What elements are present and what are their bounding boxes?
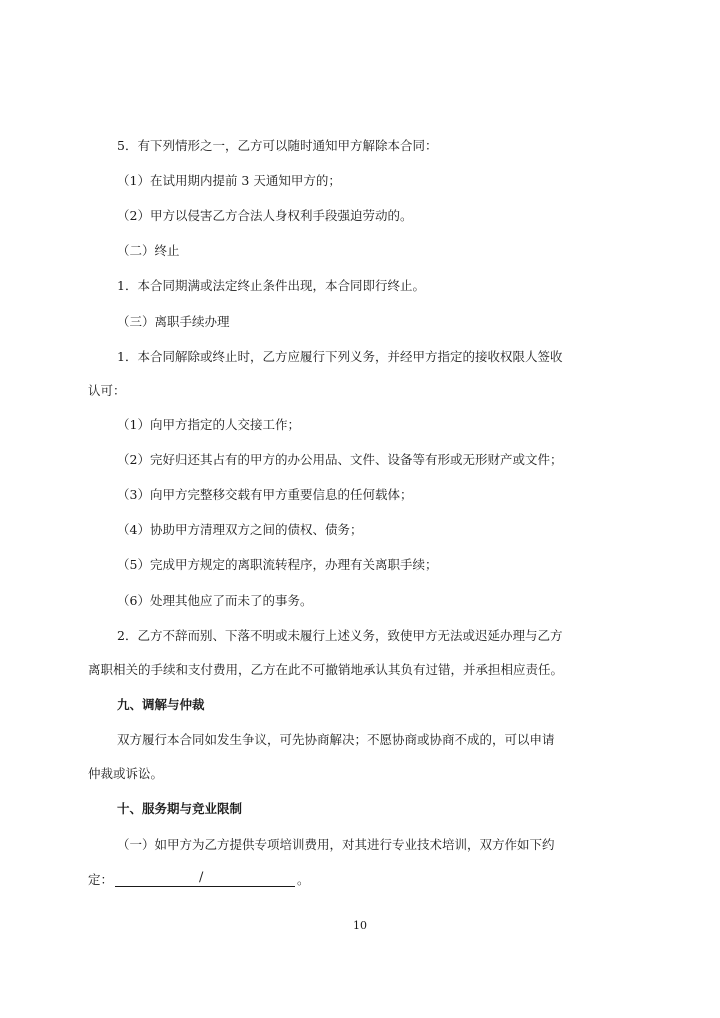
resignation-item-5: （5）完成甲方规定的离职流转程序，办理有关离职手续；	[117, 557, 438, 572]
section-10-clause-1-line-2	[88, 872, 310, 888]
section-10-heading: 十、服务期与竞业限制	[117, 801, 243, 816]
resignation-clause-2-line-2: 离职相关的手续和支付费用，乙方在此不可撤销地承认其负有过错，并承担相应责任。	[88, 662, 564, 677]
section-10-clause-1-line-1: （一）如甲方为乙方提供专项培训费用，对其进行专业技术培训，双方作如下约	[117, 837, 555, 852]
blank-slash: /	[199, 870, 204, 885]
resignation-item-1: （1）向甲方指定的人交接工作；	[117, 417, 300, 432]
resignation-item-3: （3）向甲方完整移交载有甲方重要信息的任何载体；	[117, 487, 413, 502]
resignation-clause-2-line-1: 2．乙方不辞而别、下落不明或未履行上述义务，致使甲方无法或迟延办理与乙方	[117, 628, 563, 643]
section-9-heading: 九、调解与仲裁	[117, 697, 205, 712]
agreement-suffix: 。	[297, 872, 310, 887]
resignation-clause-1-line-2: 认可：	[88, 383, 126, 398]
section-termination-heading: （二）终止	[117, 243, 180, 258]
section-9-text-line-2: 仲裁或诉讼。	[88, 766, 164, 781]
clause-5-item-2: （2）甲方以侵害乙方合法人身权利手段强迫劳动的。	[117, 208, 413, 223]
resignation-item-2: （2）完好归还其占有的甲方的办公用品、文件、设备等有形或无形财产或文件；	[117, 452, 563, 467]
termination-clause-1: 1．本合同期满或法定终止条件出现，本合同即行终止。	[117, 278, 425, 293]
resignation-item-4: （4）协助甲方清理双方之间的债权、债务；	[117, 522, 363, 537]
fill-in-blank	[115, 872, 295, 887]
section-resignation-heading: （三）离职手续办理	[117, 314, 230, 329]
clause-5-item-1: （1）在试用期内提前 3 天通知甲方的；	[117, 173, 341, 188]
resignation-clause-1-line-1: 1．本合同解除或终止时，乙方应履行下列义务，并经甲方指定的接收权限人签收	[117, 349, 563, 364]
section-9-text-line-1: 双方履行本合同如发生争议，可先协商解决；不愿协商或协商不成的，可以申请	[117, 732, 555, 747]
clause-5: 5．有下列情形之一，乙方可以随时通知甲方解除本合同：	[117, 138, 438, 153]
agreement-prefix: 定：	[88, 872, 114, 887]
page-number: 10	[353, 919, 367, 932]
resignation-item-6: （6）处理其他应了而未了的事务。	[117, 593, 313, 608]
